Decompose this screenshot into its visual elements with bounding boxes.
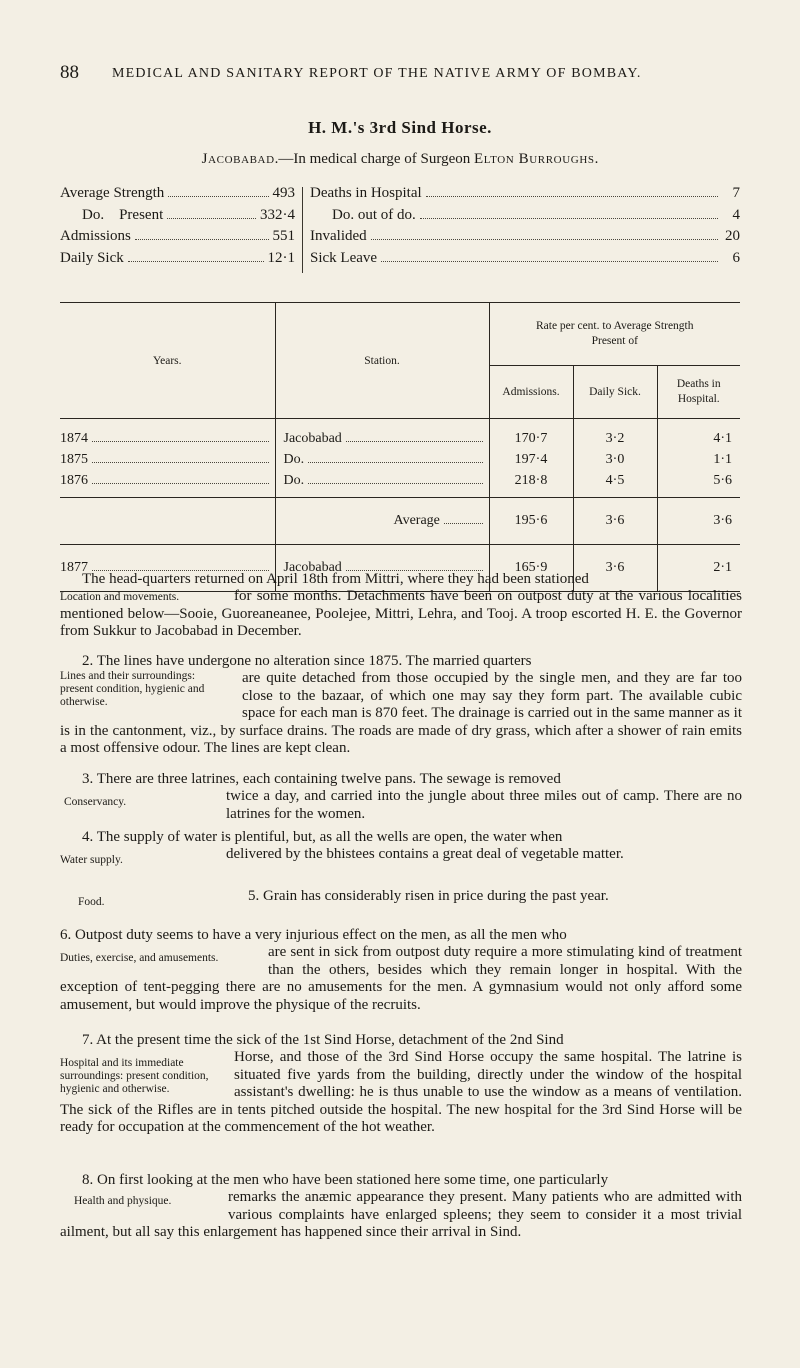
paragraph-water [60, 829, 742, 867]
admissions-cell: 197·4 [514, 452, 548, 467]
station-cell: Do. [283, 473, 305, 488]
side-note: Location and movements. [60, 591, 180, 604]
side-note: Water supply. [60, 854, 123, 867]
surgeon-name: Elton Burroughs [474, 151, 595, 167]
daily-sick-cell: 4·5 [605, 473, 625, 488]
year-cell: 1877 [60, 560, 88, 575]
stat-value: 332·4 [260, 206, 295, 223]
table-row [60, 419, 740, 498]
paragraph-body: twice a day, and carried into the jungle about three miles out of camp. There are no latrines for the women. [226, 788, 742, 822]
side-note: Duties, exercise, and amusements. [60, 952, 219, 965]
daily-sick-cell: 3·2 [605, 431, 625, 446]
paragraph-health [60, 1172, 742, 1242]
side-note: Hospital and its immediate surroundings: present condition, hygienic and otherwise. [60, 1057, 209, 1096]
header-admissions: Admissions. [489, 366, 573, 419]
admissions-cell: 218·8 [514, 473, 548, 488]
side-note: Conservancy. [64, 796, 127, 809]
paragraph-lead: 7. At the present time the sick of the 1st Sind Horse, detachment of the 2nd Sind [82, 1032, 564, 1048]
stat-label: Average Strength [60, 185, 165, 201]
admissions-cell: 170·7 [514, 431, 548, 446]
station-name: Jacobabad [201, 151, 275, 167]
deaths-cell: 1·1 [713, 452, 732, 467]
strength-summary-left [60, 185, 295, 271]
paragraph-hospital [60, 1032, 742, 1136]
stat-row [60, 228, 295, 250]
stat-value: 20 [725, 228, 740, 244]
stat-value: 493 [272, 185, 295, 201]
stat-value: 12·1 [267, 249, 295, 266]
paragraph-lead: 3. There are three latrines, each containing twelve pans. The sewage is removed [82, 771, 561, 787]
paragraph-body: for some months. Detachments have been on outpost duty at the various localities mentioned below—Sooie, Guoreaneanee, Poolejee, Mittri, Lehra, and Tooj. A troop escorted H. E. the Governor from Sukkur to Jacobabad in December. [60, 588, 742, 640]
average-admissions: 195·6 [489, 498, 573, 545]
stat-value: 4 [732, 206, 740, 223]
stat-label: Do. Present [82, 206, 164, 223]
paragraph-food [60, 888, 742, 909]
paragraph-conservancy [60, 771, 742, 823]
side-note: Lines and their surroundings: present condition, hygienic and otherwise. [60, 670, 205, 709]
medical-charge-line [0, 151, 800, 168]
average-deaths: 3·6 [657, 498, 740, 545]
year-cell: 1875 [60, 452, 88, 467]
header-deaths: Deaths in Hospital. [657, 366, 740, 419]
stat-label: Invalided [310, 228, 367, 244]
stat-row [60, 185, 295, 207]
stat-label: Admissions [60, 228, 131, 244]
paragraph-lead: The head-quarters returned on April 18th from Mittri, where they had been stationed [82, 571, 589, 587]
stat-row [60, 250, 295, 272]
paragraph-body: are quite detached from those occupied by the single men, and they are far too close to the bazaar, of which one may say they form part. The available cubic space for each man is 870 feet. The drainage is carried out in the same manner as it is in the cantonment, viz., by surface drains. The roads are made of dry grass, which after a shower of rain emits a most offensive odour. The lines are kept clean. [60, 670, 742, 757]
station-cell: Jacobabad [283, 560, 342, 575]
admissions-cell: 165·9 [489, 545, 573, 592]
station-cell: Do. [283, 452, 305, 467]
average-label: Average [393, 513, 440, 528]
section-title: H. M.'s 3rd Sind Horse. [308, 118, 492, 137]
stat-row [310, 228, 740, 250]
stats-divider [302, 187, 303, 273]
daily-sick-cell: 3·6 [573, 545, 657, 592]
header-years: Years. [60, 303, 275, 419]
station-cell: Jacobabad [283, 431, 342, 446]
stat-label: Daily Sick [60, 249, 124, 266]
paragraph-body: remarks the anæmic appearance they present. Many patients who are admitted with various complaints have enlarged spleens; they seem to consider it a most trivial ailment, but all say this enlargement has happened since their arrival in Sind. [60, 1189, 742, 1241]
paragraph-lines [60, 653, 742, 757]
rates-table [60, 302, 740, 592]
strength-summary-right [310, 185, 740, 271]
stat-row [310, 185, 740, 207]
paragraph-duties [60, 927, 742, 1014]
charge-text: .—In medical charge of Surgeon [274, 151, 475, 167]
stat-value: 6 [732, 249, 740, 266]
running-head [0, 62, 800, 86]
year-cell: 1876 [60, 473, 88, 488]
stat-value: 7 [732, 185, 740, 201]
stat-label: Sick Leave [310, 249, 378, 266]
running-title: MEDICAL AND SANITARY REPORT OF THE NATIVE ARMY OF BOMBAY. [112, 66, 642, 81]
deaths-cell: 5·6 [713, 473, 732, 488]
paragraph-lead: 6. Outpost duty seems to have a very injurious effect on the men, as all the men who [60, 927, 567, 943]
stat-value: 551 [272, 228, 295, 244]
stat-row [310, 207, 740, 229]
page-number: 88 [60, 62, 79, 83]
deaths-cell: 4·1 [713, 431, 732, 446]
year-cell: 1874 [60, 431, 88, 446]
charge-end: . [594, 151, 599, 167]
stat-row [310, 250, 740, 272]
paragraph-lead: 4. The supply of water is plentiful, but, as all the wells are open, the water when [82, 829, 563, 845]
paragraph-lead: 2. The lines have undergone no alteration since 1875. The married quarters [82, 653, 532, 669]
average-row [60, 498, 740, 545]
stat-row [60, 207, 295, 229]
average-daily-sick: 3·6 [573, 498, 657, 545]
deaths-cell: 2·1 [657, 545, 740, 592]
paragraph-body: Horse, and those of the 3rd Sind Horse occupy the same hospital. The latrine is situated five yards from the building, directly under the window of the hospital assistant's dwelling: he is thus unable to use the window as a means of ventilation. The sick of the Rifles are in tents pitched outside the hospital. The new hospital for the 3rd Sind Horse will be ready for occupation at the commencement of the hot weather. [60, 1049, 742, 1136]
side-note: Food. [78, 896, 105, 908]
daily-sick-cell: 3·0 [605, 452, 625, 467]
paragraph-body: 5. Grain has considerably risen in price during the past year. [248, 888, 609, 904]
stat-label: Do. out of do. [332, 206, 416, 223]
header-station: Station. [275, 303, 489, 419]
stat-label: Deaths in Hospital [310, 185, 422, 201]
header-daily-sick: Daily Sick. [573, 366, 657, 419]
paragraph-body: are sent in sick from outpost duty require a more stimulating kind of treatment than the others, besides which they remain longer in hospital. With the exception of tent-pegging there are no amusements for the men. A gymnasium would not only afford some amusement, but would improve the physique of the recruits. [60, 944, 742, 1013]
paragraph-lead: 8. On first looking at the men who have been stationed here some time, one particularly [82, 1172, 609, 1188]
side-note: Health and physique. [74, 1195, 172, 1208]
paragraph-body: delivered by the bhistees contains a great deal of vegetable matter. [226, 846, 624, 863]
paragraph-location [60, 571, 742, 641]
header-rate-group: Rate per cent. to Average Strength Present of [489, 303, 740, 366]
